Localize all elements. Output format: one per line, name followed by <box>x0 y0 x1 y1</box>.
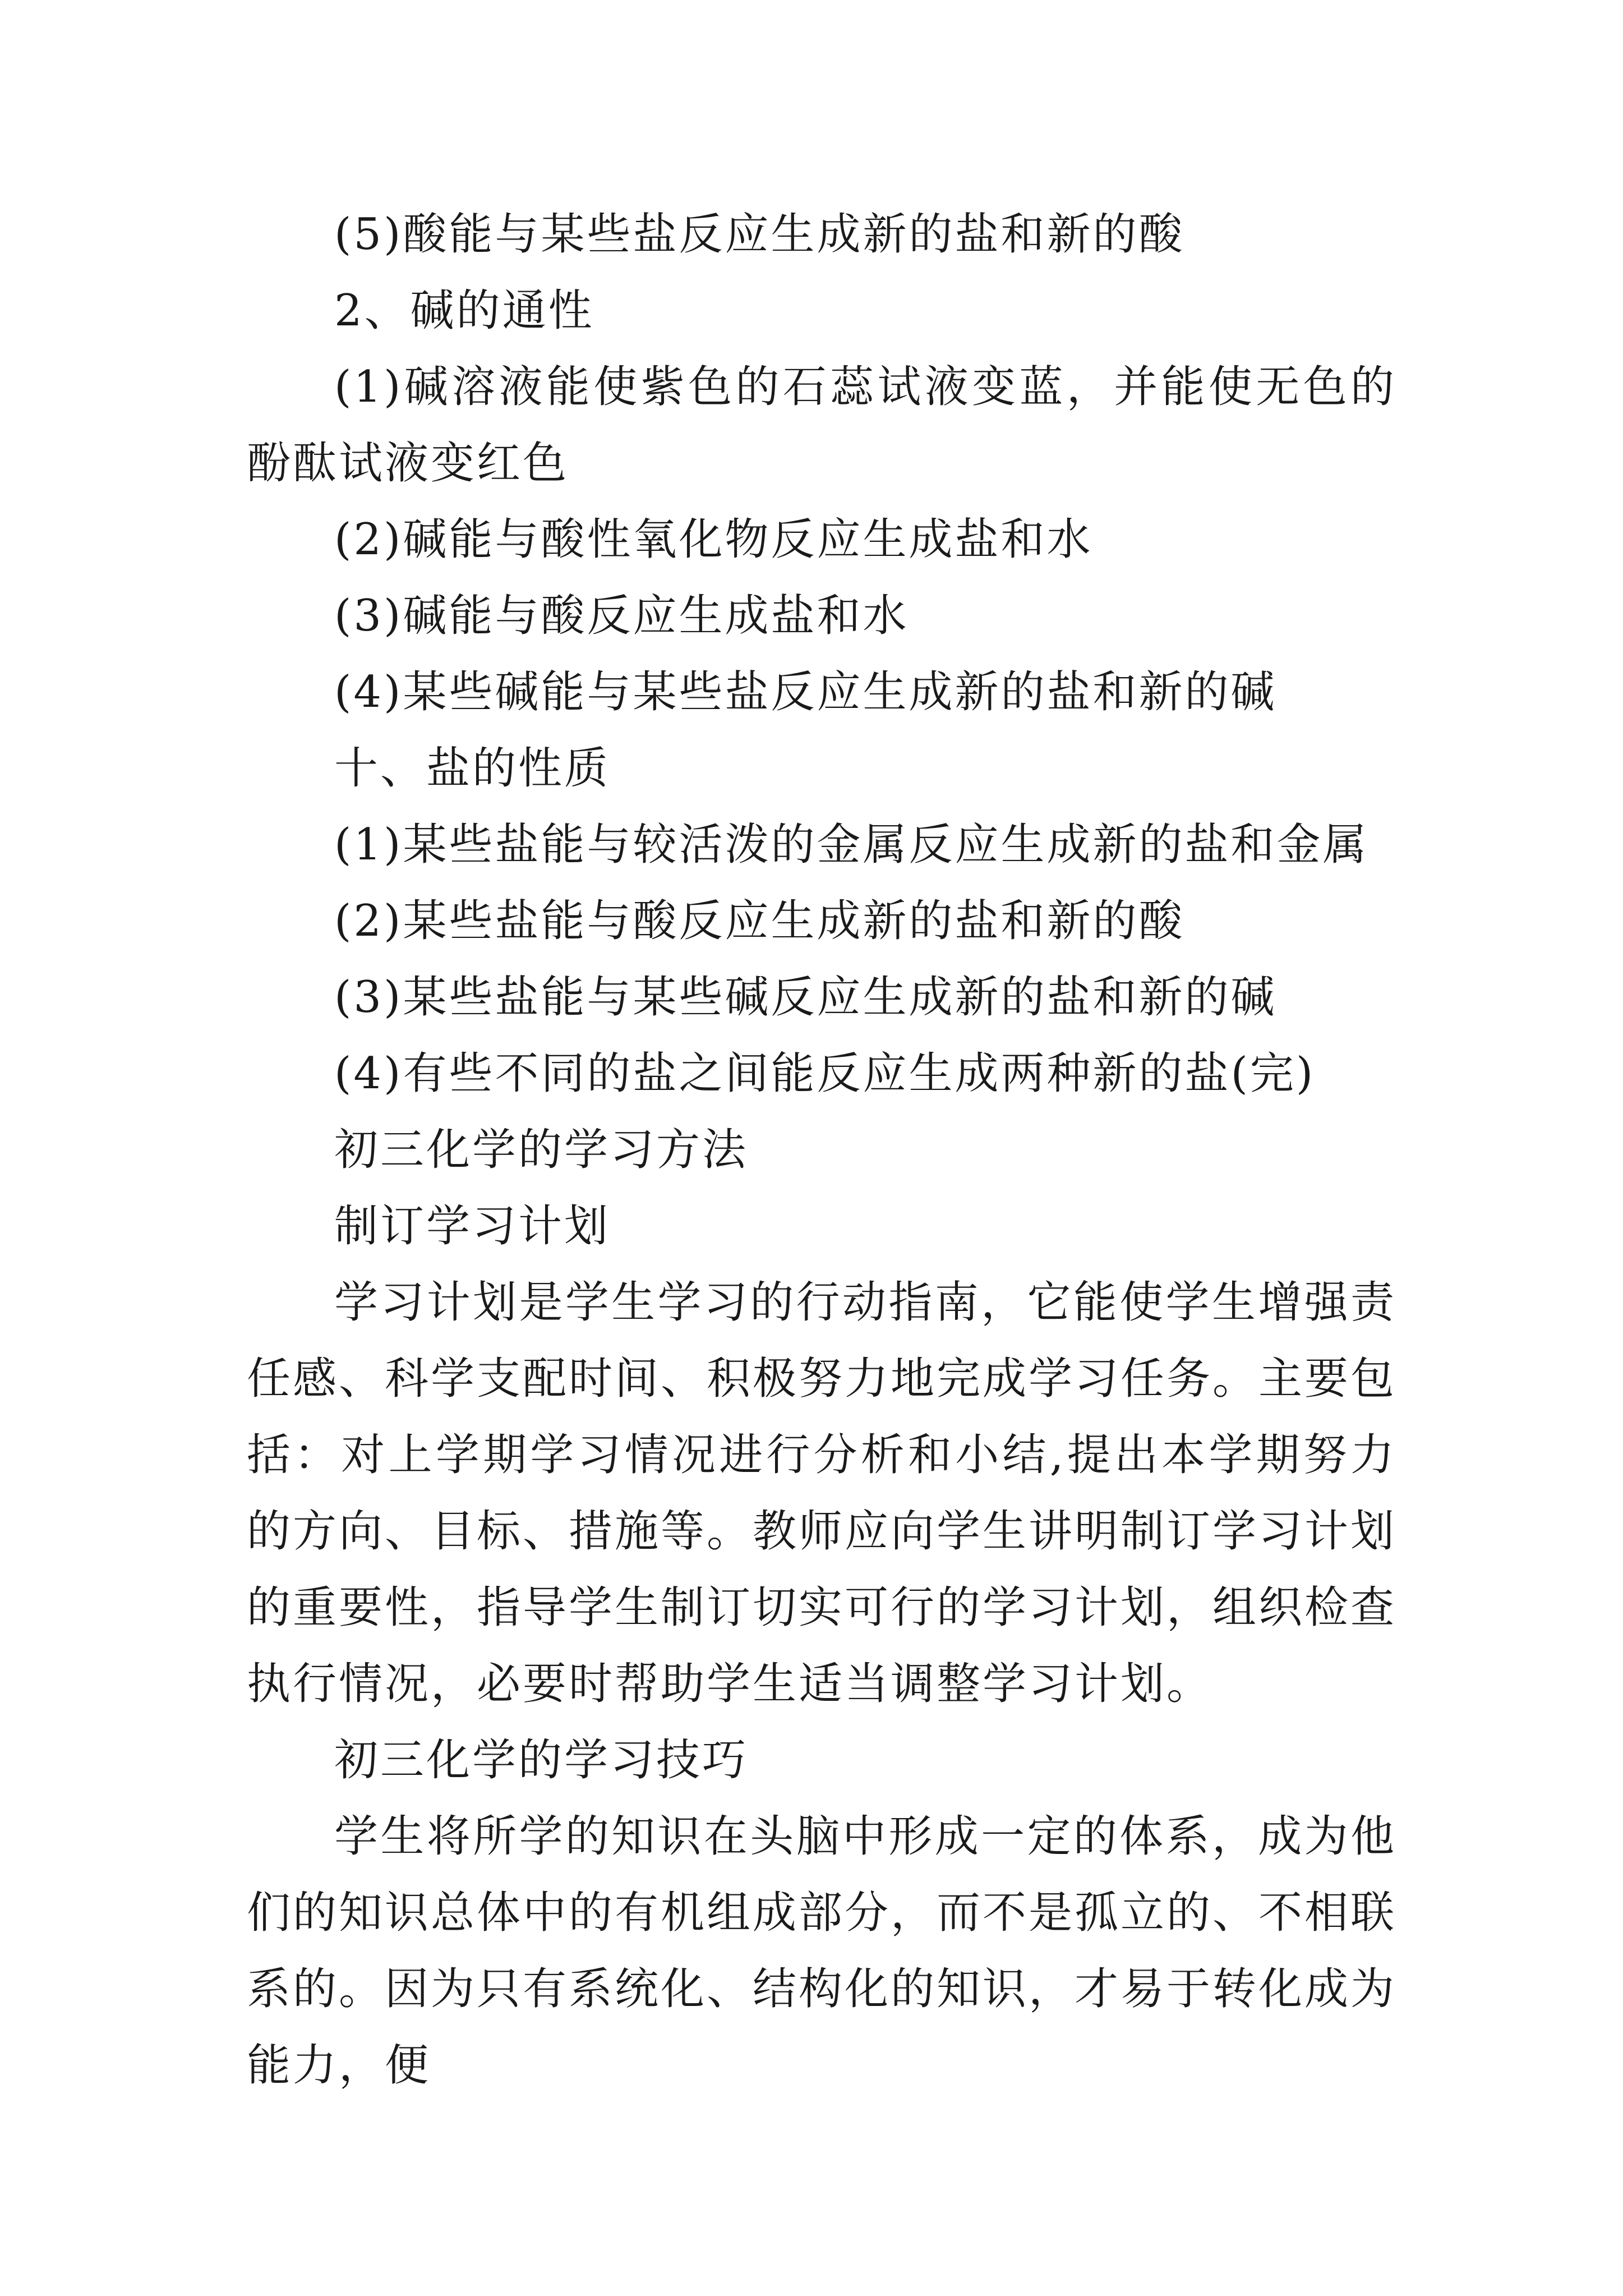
paragraph-base-salt: (4)某些碱能与某些盐反应生成新的盐和新的碱 <box>334 667 1277 717</box>
paragraph-study-plan: 学习计划是学生学习的行动指南，它能使学生增强责任感、科学支配时间、积极努力地完成学习任务。主要包括：对上学期学习情况进行分析和小结,提出本学期努力的方向、目标、措施等。教师应向学生讲明制订学习计划的重要性，指导学生制订切实可行的学习计划，组织检查执行情况，必要时帮助学生适当调整学习计划。 <box>247 1277 1397 1709</box>
paragraph-base-acidic-oxide: (2)碱能与酸性氧化物反应生成盐和水 <box>334 514 1093 565</box>
heading-study-plan: 制订学习计划 <box>334 1201 611 1251</box>
heading-base-properties: 2、碱的通性 <box>334 286 594 336</box>
paragraph-base-indicator: (1)碱溶液能使紫色的石蕊试液变蓝，并能使无色的酚酞试液变红色 <box>247 362 1396 489</box>
paragraph-salt-base: (3)某些盐能与某些碱反应生成新的盐和新的碱 <box>334 972 1277 1023</box>
paragraph-acid-salt-reaction: (5)酸能与某些盐反应生成新的盐和新的酸 <box>334 209 1185 260</box>
paragraph-salt-salt: (4)有些不同的盐之间能反应生成两种新的盐(完) <box>334 1048 1316 1099</box>
heading-study-tips: 初三化学的学习技巧 <box>334 1735 749 1786</box>
paragraph-salt-metal: (1)某些盐能与较活泼的金属反应生成新的盐和金属 <box>334 820 1369 870</box>
heading-study-methods: 初三化学的学习方法 <box>334 1125 749 1175</box>
paragraph-base-acid: (3)碱能与酸反应生成盐和水 <box>334 591 909 641</box>
document-body <box>247 196 1396 2104</box>
paragraph-study-tips: 学生将所学的知识在头脑中形成一定的体系，成为他们的知识总体中的有机组成部分，而不是孤立的、不相联系的。因为只有系统化、结构化的知识，才易于转化成为能力，便 <box>247 1811 1397 2091</box>
heading-salt-properties: 十、盐的性质 <box>334 743 611 794</box>
paragraph-salt-acid: (2)某些盐能与酸反应生成新的盐和新的酸 <box>334 896 1185 946</box>
